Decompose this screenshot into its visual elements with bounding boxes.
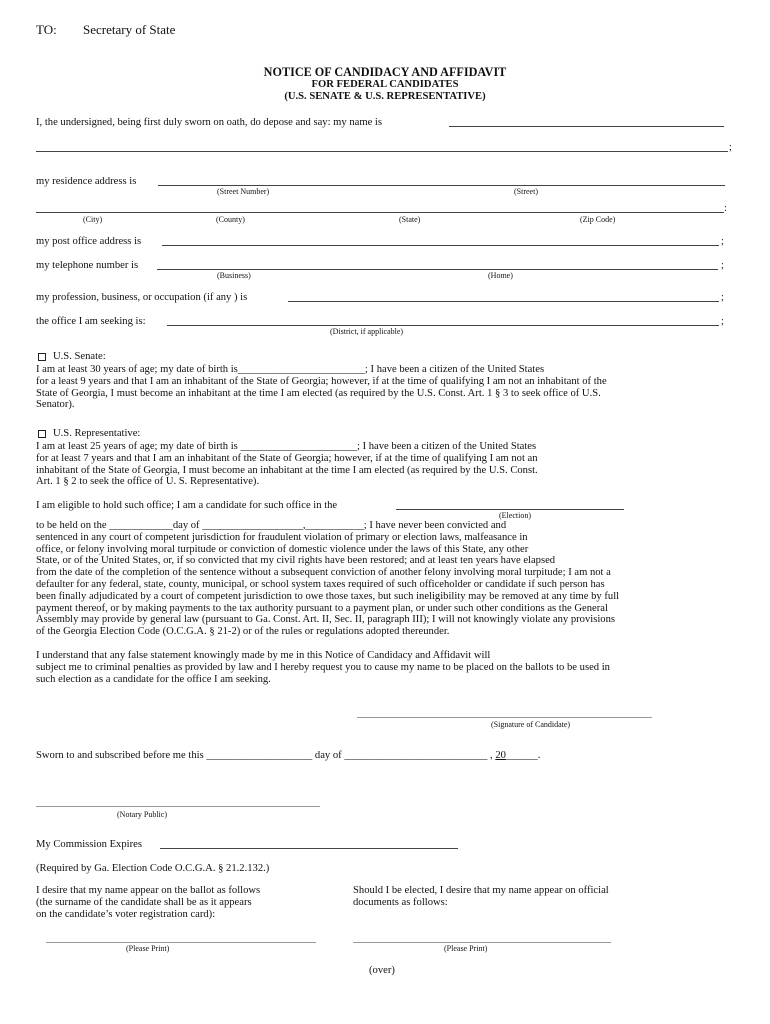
senate-line: State of Georgia, I must become an inhabitant at the time I am elected (as required by the U.S. Const. Art. 1 § 3 to seek office of U.S. — [36, 387, 601, 399]
signature-field[interactable] — [357, 717, 652, 718]
form-title: NOTICE OF CANDIDACY AND AFFIDAVIT — [263, 65, 507, 79]
telephone-semicolon: ; — [721, 260, 724, 271]
sworn-year-blank: ______. — [505, 750, 541, 761]
eligibility-line: been finally adjudicated by a court of competent jurisdiction to owe those taxes, but such ineligibility may be removed at any time by full — [36, 590, 620, 602]
county-caption: (County) — [216, 215, 245, 224]
post-office-field[interactable] — [162, 245, 719, 246]
senate-checkbox[interactable] — [38, 353, 46, 361]
eligibility-line: defaulter for any federal, state, county, municipal, or school system taxes required of such officeholder or candidate if such person has — [36, 578, 605, 590]
state-caption: (State) — [399, 215, 421, 224]
to-label: TO: — [36, 22, 57, 37]
senate-line: Senator). — [36, 399, 75, 411]
eligibility-line: to be held on the ____________day of ___________________,___________; I have never been convicted and — [36, 520, 507, 531]
senate-line: I am at least 30 years of age; my date of birth is________________________; I have been a citizen of the United States — [36, 364, 545, 375]
senate-paragraph — [36, 364, 607, 411]
official-name-field[interactable] — [353, 942, 611, 943]
notary-caption: (Notary Public) — [117, 810, 167, 819]
required-note: (Required by Ga. Election Code O.C.G.A. § 21.2.132.) — [36, 863, 270, 874]
understanding-line: subject me to criminal penalties as provided by law and I hereby request you to cause my name to be placed on the ballots to be used in — [36, 661, 610, 673]
eligibility-line: sentenced in any court of competent jurisdiction for fraudulent violation of primary or election laws, malfeasance in — [36, 531, 528, 543]
understanding-paragraph — [36, 650, 610, 685]
to-recipient: Secretary of State — [83, 22, 176, 37]
ballot-name-line: on the candidate’s voter registration card): — [36, 908, 216, 920]
eligibility-line: payment thereof, or by making payments to the tax authority pursuant to a payment plan, or under such other conditions as the General — [36, 602, 608, 614]
over-note: (over) — [369, 965, 395, 976]
ballot-name-line: (the surname of the candidate shall be as it appears — [36, 896, 252, 908]
eligibility-line: Assembly may provide by general law (pursuant to Ga. Const. Art. II, Sec. II, paragraph III); I will not knowingly violate any provisions — [36, 614, 615, 626]
senate-label: U.S. Senate: — [53, 351, 106, 362]
eligibility-line: of the Georgia Election Code (O.C.G.A. § 21-2) or of the rules or regulations adopted thereunder. — [36, 626, 450, 638]
eligibility-paragraph — [36, 520, 619, 638]
form-subtitle: FOR FEDERAL CANDIDATES — [311, 79, 459, 90]
representative-label: U.S. Representative: — [53, 428, 141, 439]
election-field[interactable] — [396, 509, 624, 510]
office-semicolon: ; — [721, 316, 724, 327]
official-name-line: documents as follows: — [353, 896, 448, 908]
name-field-continued[interactable] — [36, 151, 728, 152]
street-number-caption: (Street Number) — [217, 187, 270, 196]
representative-checkbox[interactable] — [38, 430, 46, 438]
zip-caption: (Zip Code) — [580, 215, 616, 224]
home-caption: (Home) — [488, 271, 513, 280]
commission-field[interactable] — [160, 848, 458, 849]
official-name-line: Should I be elected, I desire that my name appear on official — [353, 885, 609, 896]
post-office-semicolon: ; — [721, 236, 724, 247]
profession-label: my profession, business, or occupation (if any ) is — [36, 292, 248, 303]
commission-label: My Commission Expires — [36, 839, 142, 850]
understanding-line: I understand that any false statement knowingly made by me in this Notice of Candidacy and Affidavit will — [36, 650, 491, 661]
residence-city-field[interactable] — [36, 212, 724, 213]
sworn-text — [36, 750, 540, 762]
representative-paragraph — [36, 441, 538, 488]
election-caption: (Election) — [499, 511, 531, 520]
representative-line: I am at least 25 years of age; my date of birth is ______________________; I have been a citizen of the United States — [36, 441, 537, 452]
profession-semicolon: ; — [721, 292, 724, 303]
eligibility-line: office, or felony involving moral turpitude or conviction of domestic violence under the laws of this State, any other — [36, 543, 529, 555]
name-semicolon: ; — [729, 142, 732, 153]
ballot-name-line: I desire that my name appear on the ballot as follows — [36, 885, 261, 896]
ballot-name-field[interactable] — [46, 942, 316, 943]
city-caption: (City) — [83, 215, 103, 224]
senate-line: for a least 9 years and that I am an inhabitant of the State of Georgia; however, if at the time of qualifying I am not an inhabitant of the — [36, 375, 607, 387]
telephone-label: my telephone number is — [36, 260, 139, 271]
office-label: the office I am seeking is: — [36, 316, 146, 327]
residence-label: my residence address is — [36, 176, 137, 187]
understanding-line: such election as a candidate for the office I am seeking. — [36, 673, 271, 685]
eligibility-line: I am eligible to hold such office; I am a candidate for such office in the — [36, 500, 338, 511]
representative-line: inhabitant of the State of Georgia, I must become an inhabitant at the time I am elected (as required by the U.S. Const. — [36, 464, 538, 476]
district-caption: (District, if applicable) — [330, 327, 404, 336]
representative-line: Art. 1 § 2 to seek the office of U. S. Representative). — [36, 476, 260, 488]
street-caption: (Street) — [514, 187, 538, 196]
sworn-year: 20 — [495, 750, 506, 761]
residence-colon: : — [724, 203, 727, 214]
notary-signature-field[interactable] — [36, 806, 320, 807]
name-prefix: I, the undersigned, being first duly sworn on oath, do depose and say: my name is — [36, 117, 382, 128]
telephone-field[interactable] — [157, 269, 718, 270]
sworn-text-body: Sworn to and subscribed before me this ____________________ day of ___________________________ , — [36, 750, 496, 761]
post-office-label: my post office address is — [36, 236, 142, 247]
representative-line: for at least 7 years and that I am an inhabitant of the State of Georgia; however, if at the time of qualifying I am not an — [36, 452, 538, 464]
signature-caption: (Signature of Candidate) — [491, 720, 571, 729]
ballot-name-paragraph — [36, 885, 260, 920]
business-caption: (Business) — [217, 271, 251, 280]
profession-field[interactable] — [288, 301, 719, 302]
eligibility-line: from the date of the completion of the sentence without a subsequent conviction of another felony involving moral turpitude; I am not a — [36, 567, 611, 579]
official-name-paragraph — [353, 885, 609, 909]
residence-street-field[interactable] — [158, 185, 725, 186]
form-subtitle-offices: (U.S. SENATE & U.S. REPRESENTATIVE) — [284, 91, 486, 102]
office-field[interactable] — [167, 325, 719, 326]
eligibility-line: State, or of the United States, or, if so convicted that my civil rights have been restored; and at least ten years have elapsed — [36, 555, 556, 567]
name-field[interactable] — [449, 126, 724, 127]
ballot-print-caption: (Please Print) — [126, 944, 170, 953]
official-print-caption: (Please Print) — [444, 944, 488, 953]
